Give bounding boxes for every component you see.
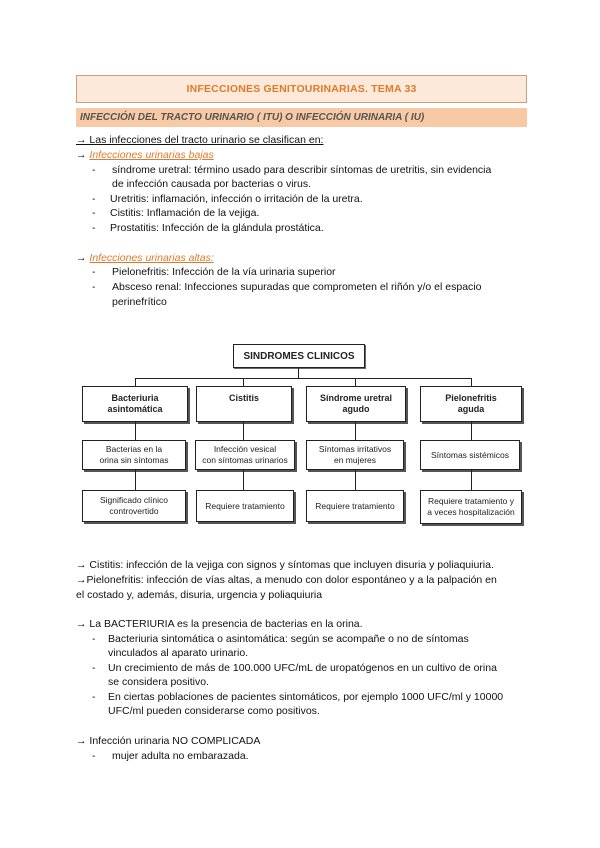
diagram-root: SINDROMES CLINICOS xyxy=(233,344,365,368)
sindrome-bottom-box xyxy=(306,490,404,522)
sindrome-mid-box xyxy=(306,440,404,470)
box-line: en mujeres xyxy=(333,455,377,465)
bacteriuria-mid-box xyxy=(82,440,186,470)
bullet-dash: - xyxy=(92,750,96,762)
connector xyxy=(471,378,472,386)
bacteriuria-bottom-box xyxy=(82,490,186,522)
connector xyxy=(355,422,356,440)
connector xyxy=(243,378,244,386)
box-line: a veces hospitalización xyxy=(427,507,515,517)
bullet-dash: - xyxy=(92,207,96,219)
document-title: INFECCIONES GENITOURINARIAS. TEMA 33 xyxy=(76,75,527,103)
bullet-dash: - xyxy=(92,266,96,278)
box-line: Requiere tratamiento xyxy=(205,500,285,511)
connector xyxy=(298,368,299,378)
connector xyxy=(135,378,471,379)
box-line: Pielonefritis xyxy=(445,393,497,403)
bacteriuria-item: vinculados al aparato urinario. xyxy=(108,647,249,659)
sindrome-uretral-box xyxy=(306,386,406,422)
box-line: Requiere tratamiento y xyxy=(428,496,514,506)
altas-item: Absceso renal: Infecciones supuradas que comprometen el riñón y/o el espacio xyxy=(112,281,482,293)
bajas-item: de infección causada por bacterias o virus. xyxy=(112,178,312,190)
bacteriuria-intro: → La BACTERIURIA es la presencia de bacterias en la orina. xyxy=(76,618,363,630)
box-line: Requiere tratamiento xyxy=(315,500,395,511)
pielonefritis-mid-box xyxy=(420,440,520,470)
bacteriuria-asintomatica-box xyxy=(82,386,188,422)
intro-text: → Las infecciones del tracto urinario se clasifican en: xyxy=(76,134,324,146)
altas-item: perinefrítico xyxy=(112,296,167,308)
pielonefritis-bottom-box xyxy=(420,490,522,524)
bacteriuria-item: Un crecimiento de más de 100.000 UFC/mL de uropatógenos en un cultivo de orina xyxy=(108,662,497,674)
cistitis-box xyxy=(196,386,292,422)
bajas-item: síndrome uretral: término usado para describir síntomas de uretritis, sin evidencia xyxy=(112,164,492,176)
pielonefritis-box xyxy=(420,386,522,422)
pielonefritis-definition-cont: el costado y, además, disuria, urgencia y poliaquiuria xyxy=(76,589,323,601)
bullet-dash: - xyxy=(92,281,96,293)
connector xyxy=(243,470,244,490)
altas-heading xyxy=(76,251,214,265)
box-line: agudo xyxy=(342,404,370,414)
cistitis-bottom-box xyxy=(196,490,294,522)
box-line: Bacteriuria xyxy=(111,393,159,403)
bajas-item: Prostatitis: Infección de la glándula prostática. xyxy=(110,222,324,234)
box-line: Bacterias en la xyxy=(105,444,163,454)
cistitis-definition: → Cistitis: infección de la vejiga con signos y síntomas que incluyen disuria y poliaquiuria. xyxy=(76,559,494,571)
bajas-heading-label: Infecciones urinarias bajas xyxy=(89,149,214,161)
cistitis-mid-box xyxy=(195,440,295,470)
connector xyxy=(471,470,472,490)
pielonefritis-definition: →Pielonefritis: infección de vías altas, a menudo con dolor espontáneo y a la palpación en xyxy=(76,574,497,586)
bacteriuria-item: Bacteriuria sintomática o asintomática: según se acompañe o no de síntomas xyxy=(108,633,469,645)
box-line: Síntomas irritativos xyxy=(318,444,392,454)
box-line: Significado clínico xyxy=(99,495,169,505)
bajas-item: Uretritis: inflamación, infección o irritación de la uretra. xyxy=(110,193,363,205)
arrow: → xyxy=(76,149,90,161)
connector xyxy=(135,378,136,386)
altas-item: Pielonefritis: Infección de la vía urinaria superior xyxy=(112,266,336,278)
bacteriuria-item: En ciertas poblaciones de pacientes sintomáticos, por ejemplo 1000 UFC/ml y 10000 xyxy=(108,691,504,703)
connector xyxy=(471,422,472,440)
connector xyxy=(355,470,356,490)
box-line: con síntomas urinarios xyxy=(202,455,288,465)
connector xyxy=(355,378,356,386)
box-line: Síndrome uretral xyxy=(319,393,393,403)
box-line: Cistitis xyxy=(228,393,259,403)
box-line: aguda xyxy=(457,404,485,414)
bajas-heading xyxy=(76,148,214,162)
box-line: orina sin síntomas xyxy=(99,455,169,465)
bullet-dash: - xyxy=(92,222,96,234)
box-line: asintomática xyxy=(107,404,163,414)
connector xyxy=(135,422,136,440)
altas-heading-label: Infecciones urinarias altas: xyxy=(89,252,214,264)
bacteriuria-item: se considera positivo. xyxy=(108,676,209,688)
bullet-dash: - xyxy=(92,164,96,176)
bajas-item: Cistitis: Inflamación de la vejiga. xyxy=(110,207,260,219)
arrow: → xyxy=(76,252,90,264)
connector xyxy=(243,422,244,440)
bacteriuria-item: UFC/ml pueden considerarse como positivos. xyxy=(108,705,320,717)
section-heading: INFECCIÓN DEL TRACTO URINARIO ( ITU) O INFECCIÓN URINARIA ( IU) xyxy=(76,108,527,127)
no-complicada-item: mujer adulta no embarazada. xyxy=(112,750,249,762)
box-line: Infección vesical xyxy=(213,444,277,454)
bullet-dash: - xyxy=(92,193,96,205)
bullet-dash: - xyxy=(92,662,96,674)
bullet-dash: - xyxy=(92,633,96,645)
box-line: controvertido xyxy=(109,506,159,516)
no-complicada-intro: → Infección urinaria NO COMPLICADA xyxy=(76,735,261,747)
connector xyxy=(135,470,136,490)
box-line: Síntomas sistémicos xyxy=(431,449,509,460)
bullet-dash: - xyxy=(92,691,96,703)
